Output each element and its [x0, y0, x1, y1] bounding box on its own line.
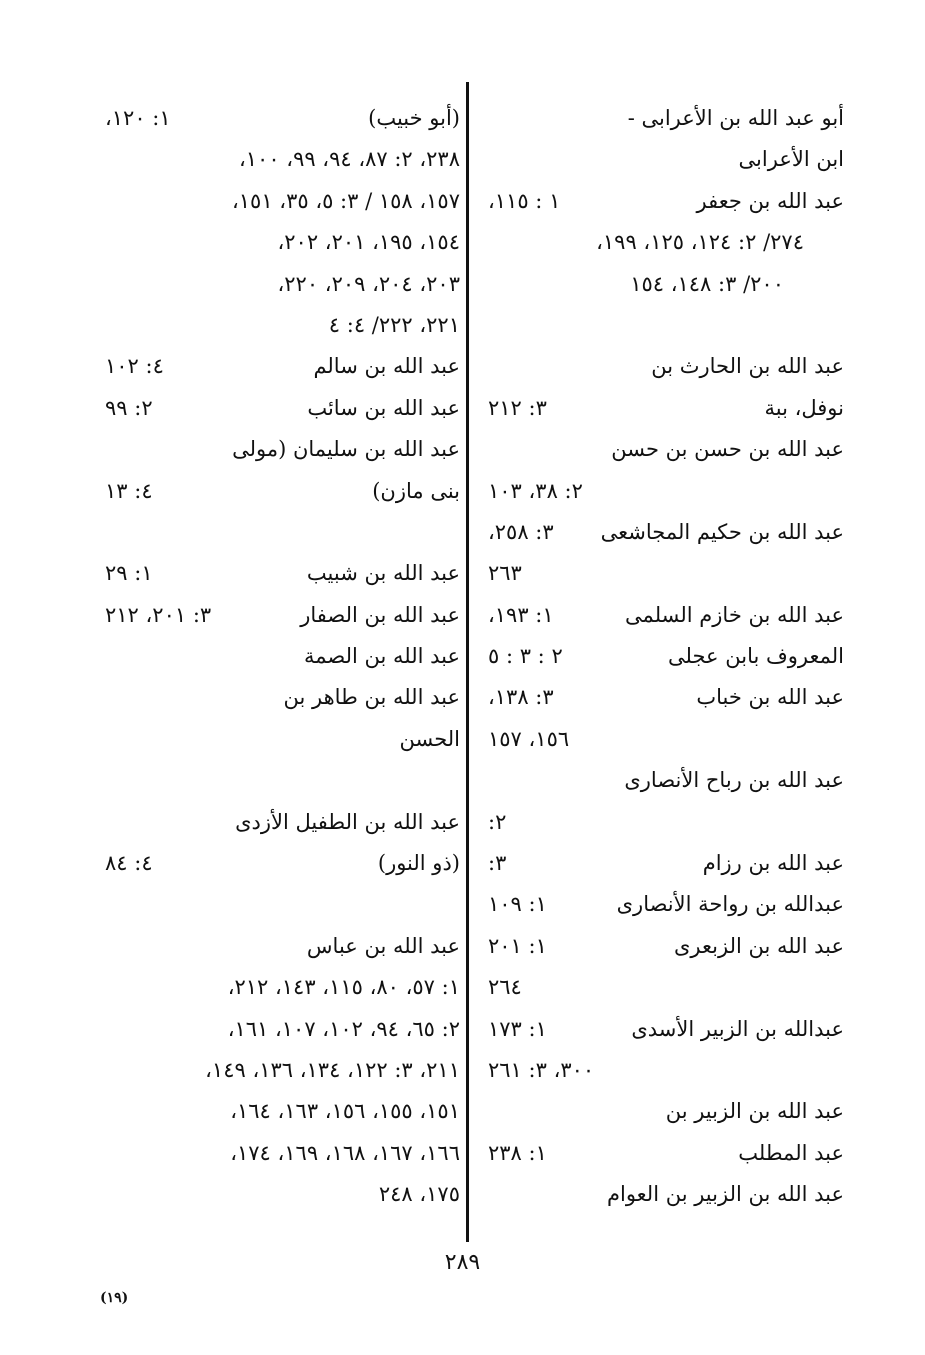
index-entry	[488, 719, 844, 760]
entry-references: ٢٦٤	[488, 975, 522, 1000]
left-index-column	[105, 98, 460, 1216]
index-entry	[105, 926, 460, 967]
entry-name: عبد الله بن جعفر	[696, 188, 844, 213]
entry-references: ٣: ٢٥٨،	[488, 519, 554, 544]
index-entry	[488, 98, 844, 139]
index-entry	[105, 181, 460, 222]
index-entry	[488, 139, 844, 180]
entry-name: عبد الله بن رباح الأنصارى	[624, 768, 844, 793]
entry-references: ١ : ١١٥،	[488, 188, 561, 213]
entry-references: ١٧٥، ٢٤٨	[378, 1182, 460, 1207]
entry-name: عبد الله بن الزبير بن العوام	[606, 1182, 844, 1207]
entry-name: عبد الله بن الصفار	[300, 602, 460, 627]
index-entry	[105, 1091, 460, 1132]
signature-mark: (١٩)	[100, 1290, 129, 1306]
entry-references: ٢ : ٣ : ٥	[488, 644, 563, 669]
entry-references: ١: ١٧٣	[488, 1016, 547, 1041]
page-number: ٢٨٩	[444, 1250, 481, 1275]
entry-name: بنى مازن)	[372, 478, 460, 503]
entry-references: ١: ٢٩	[105, 561, 153, 586]
right-index-column	[488, 98, 844, 1216]
index-entry	[488, 802, 844, 843]
entry-name: عبد الله بن شبيب	[306, 561, 460, 586]
index-entry	[105, 222, 460, 263]
index-entry	[488, 264, 844, 305]
entry-references: ١٥٧، ١٥٨ / ٣: ٥، ٣٥، ١٥١،	[232, 188, 460, 213]
index-entry	[488, 884, 844, 925]
entry-name: عبد الله بن الصمة	[303, 644, 460, 669]
index-entry	[105, 719, 460, 760]
index-entry	[488, 1009, 844, 1050]
entry-references: ٢٦٣	[488, 561, 522, 586]
index-entry	[488, 926, 844, 967]
entry-spacer	[105, 512, 460, 553]
entry-references: ٢٧٤/ ٢: ١٢٤، ١٢٥، ١٩٩،	[596, 230, 804, 255]
entry-name: أبو عبد الله بن الأعرابى -	[627, 106, 844, 130]
index-entry	[488, 429, 844, 470]
index-entry	[105, 346, 460, 387]
entry-references: ٣:	[488, 851, 507, 876]
entry-name: عبدالله بن الزبير الأسدى	[631, 1016, 844, 1041]
index-entry	[105, 802, 460, 843]
entry-name: الحسن	[399, 726, 460, 751]
index-entry	[105, 636, 460, 677]
entry-references: ١: ١٩٣،	[488, 602, 554, 627]
entry-name: عبد الله بن الزبعرى	[673, 933, 844, 958]
entry-name: عبد الله بن الحارث بن	[651, 354, 844, 379]
index-entry	[488, 222, 844, 263]
entry-references: ٢: ٦٥، ٩٤، ١٠٢، ١٠٧، ١٦١،	[227, 1016, 460, 1041]
index-entry	[105, 139, 460, 180]
index-entry	[105, 843, 460, 884]
entry-references: ٣: ١٣٨،	[488, 685, 554, 710]
entry-references: ٣: ٢١٢	[488, 395, 547, 420]
entry-references: ١٥٤، ١٩٥، ٢٠١، ٢٠٢،	[277, 230, 460, 255]
index-entry	[488, 843, 844, 884]
entry-name: عبد الله بن طاهر بن	[283, 685, 460, 710]
index-entry	[105, 98, 460, 139]
index-entry	[105, 388, 460, 429]
entry-name: عبد الله بن سالم	[313, 354, 460, 379]
index-entry	[488, 636, 844, 677]
entry-references: ٢١١، ٣: ١٢٢، ١٣٤، ١٣٦، ١٤٩،	[205, 1057, 460, 1082]
entry-name: عبد الله بن سائب	[307, 395, 460, 420]
entry-references: ١٥١، ١٥٥، ١٥٦، ١٦٣، ١٦٤،	[230, 1099, 460, 1124]
entry-references: ٢: ٣٨، ١٠٣	[488, 478, 583, 503]
entry-name: عبد الله بن عباس	[306, 933, 460, 958]
entry-references: ٣: ٢٠١، ٢١٢	[105, 602, 212, 627]
entry-references: ٣٠٠، ٣: ٢٦١	[488, 1057, 595, 1082]
entry-name: (أبو خبيب)	[368, 106, 460, 130]
index-entry	[105, 967, 460, 1008]
entry-name: عبد المطلب	[738, 1140, 844, 1165]
index-entry	[488, 677, 844, 718]
entry-name: عبد الله بن الطفيل الأزدى	[235, 809, 460, 834]
index-entry	[105, 429, 460, 470]
entry-references: ١٦٦، ١٦٧، ١٦٨، ١٦٩، ١٧٤،	[230, 1140, 460, 1165]
entry-spacer	[488, 305, 844, 346]
entry-name: نوفل، ببة	[764, 395, 844, 420]
entry-references: ١: ٥٧، ٨٠، ١١٥، ١٤٣، ٢١٢،	[227, 975, 460, 1000]
index-entry	[105, 1050, 460, 1091]
entry-references: ١: ٢٣٨	[488, 1140, 547, 1165]
index-entry	[105, 1174, 460, 1215]
index-entry	[488, 760, 844, 801]
entry-references: ٢٣٨، ٢: ٨٧، ٩٤، ٩٩، ١٠٠،	[238, 147, 460, 172]
index-entry	[105, 264, 460, 305]
entry-name: عبد الله بن سليمان (مولى	[232, 437, 460, 462]
entry-name: المعروف بابن عجلى	[668, 644, 844, 669]
index-entry	[105, 471, 460, 512]
entry-name: عبد الله بن حسن بن حسن	[611, 437, 844, 462]
entry-spacer	[105, 760, 460, 801]
index-entry	[105, 1133, 460, 1174]
entry-references: ١: ١٢٠،	[105, 106, 171, 130]
index-entry	[105, 553, 460, 594]
entry-name: ابن الأعرابى	[738, 147, 844, 172]
index-entry	[488, 1050, 844, 1091]
index-entry	[488, 1091, 844, 1132]
entry-name: عبد الله بن حكيم المجاشعى	[600, 519, 844, 544]
entry-references: ١: ٢٠١	[488, 933, 547, 958]
entry-references: ٤: ٨٤	[105, 851, 153, 876]
entry-references: ٢: ٩٩	[105, 395, 153, 420]
entry-references: ١٥٦، ١٥٧	[488, 726, 570, 751]
entry-name: عبد الله بن خباب	[696, 685, 844, 710]
entry-references: ٢٢١، ٢٢٢/ ٤: ٤	[328, 312, 460, 337]
index-entry	[105, 1009, 460, 1050]
entry-references: ١: ١٠٩	[488, 892, 547, 917]
index-entry	[105, 677, 460, 718]
entry-name: عبدالله بن رواحة الأنصارى	[616, 892, 844, 917]
entry-name: عبد الله بن الزبير بن	[665, 1099, 844, 1124]
index-entry	[488, 346, 844, 387]
index-entry	[105, 305, 460, 346]
index-entry	[488, 1133, 844, 1174]
index-entry	[488, 512, 844, 553]
index-entry	[488, 967, 844, 1008]
entry-name: عبد الله بن رزام	[702, 851, 844, 876]
entry-references: ٢:	[488, 809, 507, 834]
entry-name: (ذو النور)	[377, 851, 460, 876]
entry-references: ٢٠٣، ٢٠٤، ٢٠٩، ٢٢٠،	[277, 271, 460, 296]
index-entry	[105, 595, 460, 636]
index-entry	[488, 388, 844, 429]
index-entry	[488, 471, 844, 512]
index-entry	[488, 553, 844, 594]
entry-name: عبد الله بن خازم السلمى	[625, 602, 844, 627]
index-entry	[488, 1174, 844, 1215]
entry-references: ٤: ١٣	[105, 478, 153, 503]
index-entry	[488, 595, 844, 636]
index-entry	[488, 181, 844, 222]
entry-spacer	[105, 884, 460, 925]
column-divider	[466, 82, 469, 1242]
entry-references: ٤: ١٠٢	[105, 354, 164, 379]
entry-references: ٢٠٠/ ٣: ١٤٨، ١٥٤	[630, 271, 784, 296]
